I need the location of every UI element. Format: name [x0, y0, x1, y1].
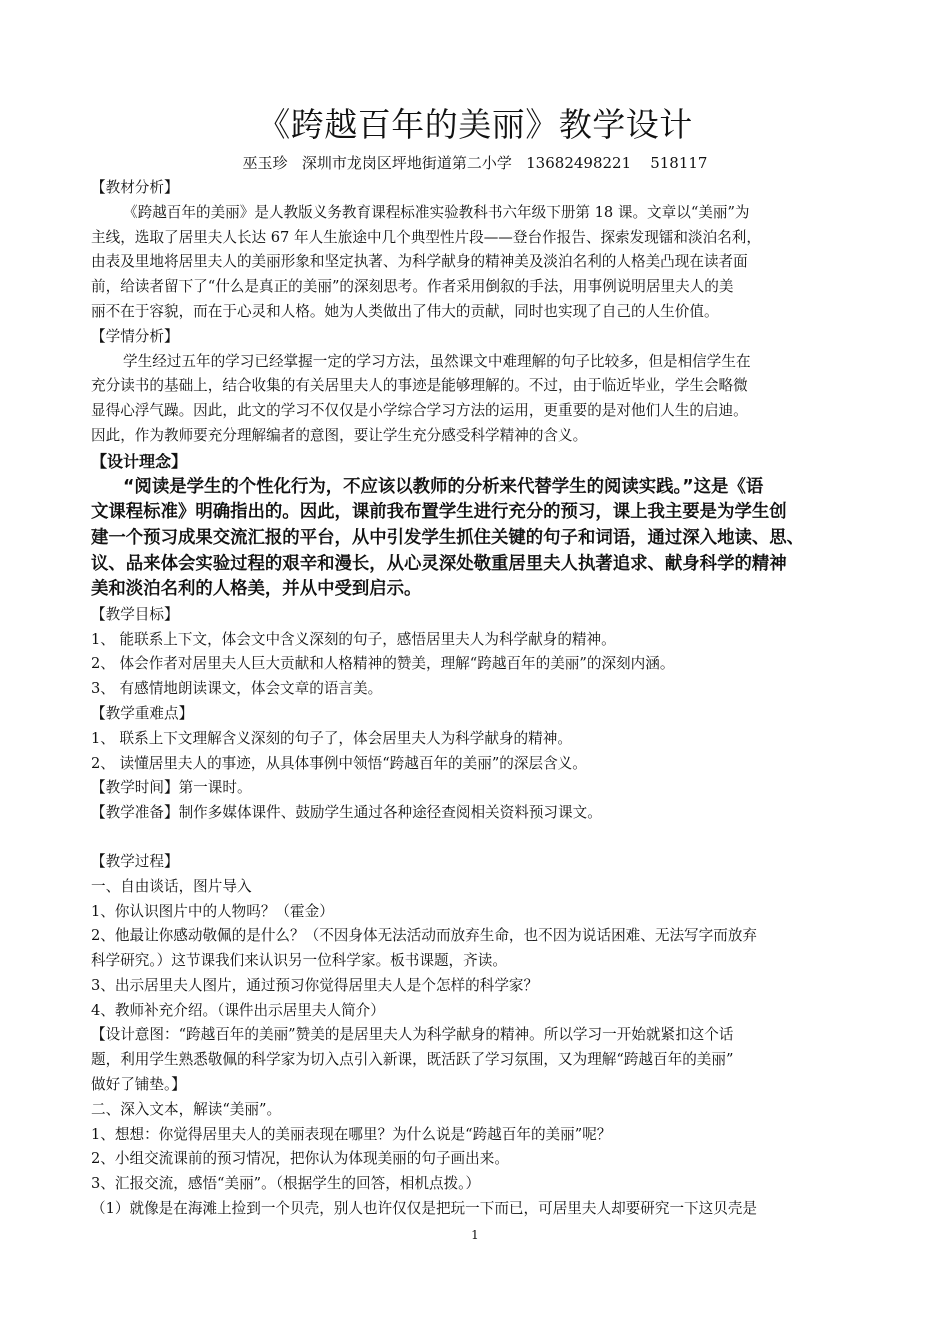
- paragraph-line: 科学研究。）这节课我们来认识另一位科学家。板书课题，齐读。: [91, 952, 507, 970]
- paragraph-line: 3、出示居里夫人图片，通过预习你觉得居里夫人是个怎样的科学家？: [91, 976, 539, 994]
- author-byline: 巫玉珍 深圳市龙岗区坪地街道第二小学 13682498221 518117: [242, 154, 708, 172]
- paragraph-line: 4、教师补充介绍。（课件出示居里夫人简介）: [91, 1001, 385, 1019]
- teaching-prep: 【教学准备】制作多媒体课件、鼓励学生通过各种途径查阅相关资料预习课文。: [91, 804, 602, 822]
- blank-line: [91, 826, 871, 850]
- paragraph-line: 前，给读者留下了“什么是真正的美丽”的深刻思考。作者采用倒叙的手法，用事例说明居里夫人的美: [91, 278, 734, 296]
- paragraph-line: 【设计意图：“跨越百年的美丽”赞美的是居里夫人为科学献身的精神。所以学习一开始就紧扣这个话: [91, 1026, 734, 1044]
- list-item: 3、 有感情地朗读课文，体会文章的语言美。: [91, 680, 383, 698]
- paragraph-line: 3、汇报交流，感悟“美丽”。（根据学生的回答，相机点拨。）: [91, 1175, 481, 1193]
- paragraph-line: 2、小组交流课前的预习情况，把你认为体现美丽的句子画出来。: [91, 1150, 509, 1168]
- paragraph-line: 主线，选取了居里夫人长达 67 年人生旅途中几个典型性片段——登台作报告、探索发现镭和淡泊名利，: [91, 228, 761, 246]
- paragraph-line: 丽不在于容貌，而在于心灵和人格。她为人类做出了伟大的贡献，同时也实现了自己的人生价值。: [91, 302, 719, 320]
- list-item: 2、 体会作者对居里夫人巨大贡献和人格精神的赞美，理解“跨越百年的美丽”的深刻内涵。: [91, 655, 675, 673]
- paragraph-line: 2、他最让你感动敬佩的是什么？（不因身体无法活动而放弃生命，也不因为说话困难、无法写字而放弃: [91, 927, 758, 945]
- document-title: 《跨越百年的美丽》教学设计: [257, 105, 693, 144]
- paragraph-line: 由表及里地将居里夫人的美丽形象和坚定执著、为科学献身的精神美及淡泊名利的人格美凸现在读者面: [91, 253, 748, 271]
- bold-paragraph-line: 文课程标准》明确指出的。因此，课前我布置学生进行充分的预习，课上我主要是为学生创: [91, 502, 787, 523]
- paragraph-line: 《跨越百年的美丽》是人教版义务教育课程标准实验教科书六年级下册第 18 课。文章以“美丽”为: [123, 203, 750, 221]
- section-heading-students: 【学情分析】: [91, 327, 179, 345]
- section-heading-material: 【教材分析】: [91, 179, 179, 196]
- paragraph-line: 显得心浮气躁。因此，此文的学习不仅仅是小学综合学习方法的运用，更重要的是对他们人生的启迪。: [91, 402, 748, 420]
- paragraph-line: 一、自由谈话，图片导入: [91, 877, 252, 895]
- list-item: 1、 能联系上下文，体会文中含义深刻的句子，感悟居里夫人为科学献身的精神。: [91, 630, 616, 648]
- paragraph-line: 题，利用学生熟悉敬佩的科学家为切入点引入新课，既活跃了学习氛围，又为理解“跨越百年的美丽”: [91, 1051, 734, 1069]
- bold-paragraph-line: 议、品来体会实验过程的艰辛和漫长，从心灵深处敬重居里夫人执著追求、献身科学的精神: [91, 553, 787, 574]
- page-number: 1: [471, 1228, 479, 1242]
- paragraph-line: 因此，作为教师要充分理解编者的意图，要让学生充分感受科学精神的含义。: [91, 426, 588, 444]
- paragraph-line: 学生经过五年的学习已经掌握一定的学习方法，虽然课文中难理解的句子比较多，但是相信学生在: [123, 352, 751, 370]
- paragraph-line: 二、深入文本，解读“美丽”。: [91, 1100, 282, 1118]
- bold-paragraph-line: 美和淡泊名利的人格美，并从中受到启示。: [91, 579, 422, 600]
- paragraph-line: 1、想想：你觉得居里夫人的美丽表现在哪里？为什么说是“跨越百年的美丽”呢？: [91, 1125, 612, 1143]
- bold-paragraph-line: 建一个预习成果交流汇报的平台，从中引发学生抓住关键的句子和词语，通过深入地读、思、: [91, 527, 805, 548]
- paragraph-line: 做好了铺垫。】: [91, 1076, 186, 1094]
- list-item: 2、 读懂居里夫人的事迹，从具体事例中领悟“跨越百年的美丽”的深层含义。: [91, 754, 587, 772]
- section-heading-keypoints: 【教学重难点】: [91, 704, 194, 722]
- list-item: 1、 联系上下文理解含义深刻的句子了，体会居里夫人为科学献身的精神。: [91, 729, 572, 747]
- section-heading-concept: 【设计理念】: [91, 451, 188, 471]
- document-body: [91, 176, 871, 1222]
- section-heading-process: 【教学过程】: [91, 852, 179, 870]
- section-heading-goals: 【教学目标】: [91, 605, 179, 623]
- teaching-time: 【教学时间】第一课时。: [91, 779, 252, 797]
- paragraph-line: 1、你认识图片中的人物吗？（霍金）: [91, 902, 334, 920]
- paragraph-line: （1）就像是在海滩上捡到一个贝壳，别人也许仅仅是把玩一下而已，可居里夫人却要研究一下这贝壳是: [91, 1200, 758, 1218]
- bold-paragraph-line: “阅读是学生的个性化行为，不应该以教师的分析来代替学生的阅读实践。”这是《语: [123, 476, 764, 497]
- paragraph-line: 充分读书的基础上，结合收集的有关居里夫人的事迹是能够理解的。不过，由于临近毕业，学生会略微: [91, 377, 748, 395]
